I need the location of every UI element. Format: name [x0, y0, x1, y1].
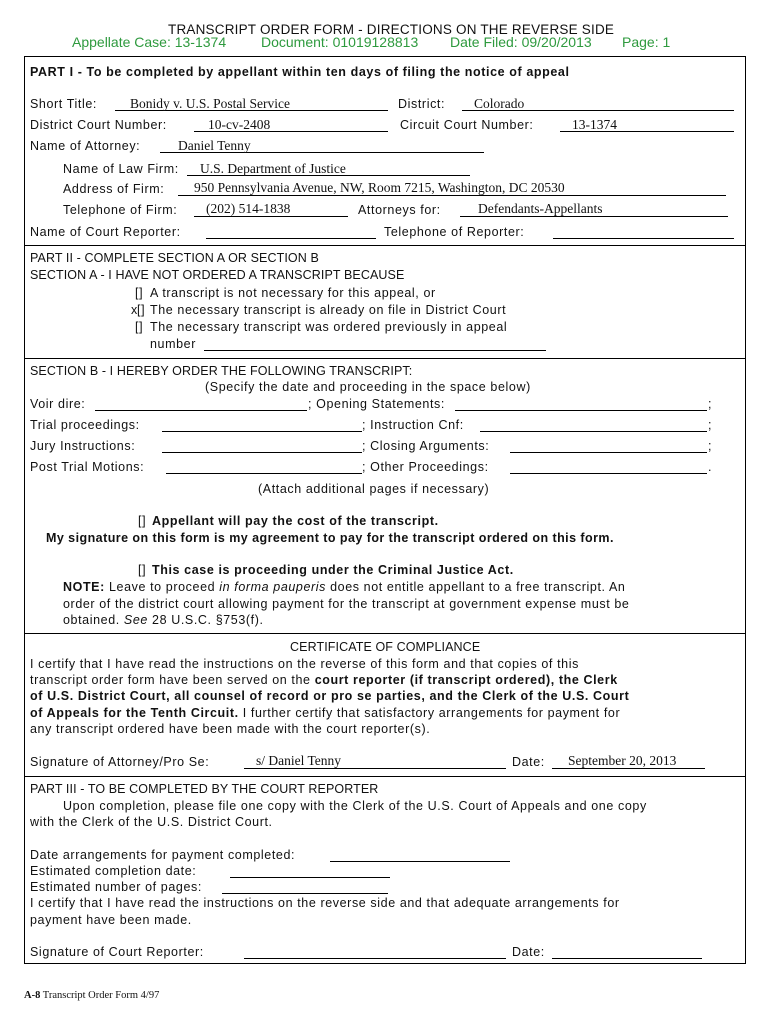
document-number-stamp: Document: 01019128813 — [261, 34, 419, 50]
trial-proceedings-label: Trial proceedings: — [30, 418, 140, 432]
firm-address-label: Address of Firm: — [63, 182, 165, 196]
other-proceedings-label: ; Other Proceedings: — [362, 460, 489, 474]
closing-arguments-line[interactable] — [510, 452, 707, 453]
form-footer — [24, 990, 159, 1001]
certificate-line-1: I certify that I have read the instructions on the reverse of this form and that copies of this — [30, 657, 579, 671]
semicolon-1: ; — [708, 397, 713, 411]
closing-arguments-label: ; Closing Arguments: — [362, 439, 490, 453]
jury-instructions-label: Jury Instructions: — [30, 439, 136, 453]
certificate-line-4a: of Appeals for the Tenth Circuit. — [30, 706, 239, 720]
district-court-number-label: District Court Number: — [30, 118, 167, 132]
note-line-3 — [63, 613, 264, 627]
note-line3-a: obtained. — [63, 613, 124, 627]
voir-dire-line[interactable] — [95, 410, 307, 411]
appeal-number-label: number — [150, 337, 196, 351]
option2-text: The necessary transcript is already on file in District Court — [150, 303, 507, 317]
reporter-certify-line-2: payment have been made. — [30, 913, 192, 927]
attorney-signature-value[interactable]: s/ Daniel Tenny — [256, 753, 342, 768]
part3-heading: PART III - TO BE COMPLETED BY THE COURT REPORTER — [30, 782, 379, 796]
certificate-divider — [24, 776, 746, 777]
voir-dire-label: Voir dire: — [30, 397, 86, 411]
option1-checkbox[interactable]: [] — [135, 286, 144, 300]
appellate-case-stamp: Appellate Case: 13-1374 — [72, 34, 227, 50]
jury-instructions-line[interactable] — [162, 452, 362, 453]
form-name: Transcript Order Form 4/97 — [42, 990, 160, 1001]
form-id: A-8 — [24, 990, 41, 1001]
certificate-date-value[interactable]: September 20, 2013 — [568, 753, 677, 768]
cja-option-text: This case is proceeding under the Criminal Justice Act. — [152, 563, 514, 577]
district-label: District: — [398, 97, 446, 111]
note-line3-b: 28 U.S.C. §753(f). — [147, 613, 264, 627]
circuit-court-number-value[interactable]: 13-1374 — [572, 117, 617, 132]
signature-agreement-text: My signature on this form is my agreement to pay for the transcript ordered on this form. — [46, 531, 614, 545]
date-filed-stamp: Date Filed: 09/20/2013 — [450, 34, 592, 50]
certificate-line-4b: I further certify that satisfactory arrangements for payment for — [238, 706, 621, 720]
note-label: NOTE: — [63, 580, 105, 594]
option3-text: The necessary transcript was ordered previously in appeal — [150, 320, 508, 334]
cja-checkbox[interactable]: [] — [138, 563, 147, 577]
attorney-value[interactable]: Daniel Tenny — [178, 138, 251, 153]
attorneys-for-label: Attorneys for: — [358, 203, 441, 217]
short-title-label: Short Title: — [30, 97, 97, 111]
note-line-1 — [63, 580, 625, 594]
instruction-cnf-label: ; Instruction Cnf: — [362, 418, 464, 432]
pay-checkbox[interactable]: [] — [138, 514, 147, 528]
reporter-date-line[interactable] — [552, 958, 702, 959]
reporter-signature-line[interactable] — [244, 958, 506, 959]
appeal-number-line[interactable] — [204, 350, 546, 351]
completion-date-label: Estimated completion date: — [30, 864, 197, 878]
page-number-stamp: Page: 1 — [622, 34, 671, 50]
specify-note: (Specify the date and proceeding in the space below) — [205, 380, 531, 394]
attorneys-for-value[interactable]: Defendants-Appellants — [478, 201, 603, 216]
semicolon-3: ; — [708, 439, 713, 453]
opening-statements-line[interactable] — [455, 410, 707, 411]
certificate-date-label: Date: — [512, 755, 545, 769]
note-text-a: Leave to proceed — [108, 580, 220, 594]
certificate-line-3: of U.S. District Court, all counsel of record or pro se parties, and the Clerk of the U.S. Court — [30, 689, 630, 703]
instruction-cnf-line[interactable] — [480, 431, 707, 432]
form-title: TRANSCRIPT ORDER FORM - DIRECTIONS ON THE REVERSE SIDE — [168, 22, 615, 37]
court-reporter-label: Name of Court Reporter: — [30, 225, 181, 239]
note-text-b: does not entitle appellant to a free transcript. An — [326, 580, 626, 594]
post-trial-motions-line[interactable] — [166, 473, 362, 474]
attach-note: (Attach additional pages if necessary) — [258, 482, 490, 496]
part1-divider — [24, 245, 746, 246]
firm-address-value[interactable]: 950 Pennsylvania Avenue, NW, Room 7215, Washington, DC 20530 — [194, 180, 565, 195]
attorney-signature-label: Signature of Attorney/Pro Se: — [30, 755, 210, 769]
semicolon-2: ; — [708, 418, 713, 432]
section-b-heading: SECTION B - I HEREBY ORDER THE FOLLOWING TRANSCRIPT: — [30, 364, 413, 378]
option1-text: A transcript is not necessary for this appeal, or — [150, 286, 436, 300]
firm-phone-value[interactable]: (202) 514-1838 — [206, 201, 291, 216]
district-value[interactable]: Colorado — [474, 96, 525, 111]
opening-statements-label: ; Opening Statements: — [308, 397, 445, 411]
short-title-value[interactable]: Bonidy v. U.S. Postal Service — [130, 96, 290, 111]
post-trial-motions-label: Post Trial Motions: — [30, 460, 145, 474]
certificate-line-2b: court reporter (if transcript ordered), the Clerk — [314, 673, 618, 687]
law-firm-label: Name of Law Firm: — [63, 162, 179, 176]
reporter-phone-label: Telephone of Reporter: — [384, 225, 525, 239]
part3-line-2: with the Clerk of the U.S. District Court. — [30, 815, 273, 829]
note-line3-see: See — [123, 613, 148, 627]
certificate-heading: CERTIFICATE OF COMPLIANCE — [290, 640, 481, 654]
certificate-line-5: any transcript ordered have been made with the court reporter(s). — [30, 722, 431, 736]
law-firm-value[interactable]: U.S. Department of Justice — [200, 161, 346, 176]
note-line-2: order of the district court allowing payment for the transcript at government expense must be — [63, 597, 630, 611]
reporter-phone-line[interactable] — [553, 238, 734, 239]
date-arrangements-label: Date arrangements for payment completed: — [30, 848, 296, 862]
part2-heading: PART II - COMPLETE SECTION A OR SECTION B — [30, 251, 319, 265]
section-a-heading: SECTION A - I HAVE NOT ORDERED A TRANSCRIPT BECAUSE — [30, 268, 405, 282]
part1-heading: PART I - To be completed by appellant within ten days of filing the notice of appeal — [30, 65, 570, 79]
attorney-label: Name of Attorney: — [30, 139, 141, 153]
number-of-pages-label: Estimated number of pages: — [30, 880, 202, 894]
circuit-court-number-label: Circuit Court Number: — [400, 118, 534, 132]
reporter-signature-label: Signature of Court Reporter: — [30, 945, 204, 959]
completion-date-line[interactable] — [230, 877, 390, 878]
date-arrangements-line[interactable] — [330, 861, 510, 862]
part3-line-1: Upon completion, please file one copy with the Clerk of the U.S. Court of Appeals and one copy — [63, 799, 647, 813]
section-a-divider — [24, 358, 746, 359]
part2-divider — [24, 633, 746, 634]
trial-proceedings-line[interactable] — [162, 431, 362, 432]
note-text-italic: in forma pauperis — [219, 580, 327, 594]
district-court-number-value[interactable]: 10-cv-2408 — [208, 117, 271, 132]
other-proceedings-line[interactable] — [510, 473, 707, 474]
reporter-date-label: Date: — [512, 945, 545, 959]
firm-phone-label: Telephone of Firm: — [63, 203, 178, 217]
pay-option-text: Appellant will pay the cost of the transcript. — [152, 514, 439, 528]
reporter-certify-line-1: I certify that I have read the instructions on the reverse side and that adequate arrangements for — [30, 896, 620, 910]
certificate-line-2a: transcript order form have been served on the — [30, 673, 315, 687]
court-reporter-line[interactable] — [206, 238, 376, 239]
period-mark: . — [708, 460, 713, 474]
number-of-pages-line[interactable] — [222, 893, 388, 894]
option3-checkbox[interactable]: [] — [135, 320, 144, 334]
option2-checkbox[interactable]: [] — [137, 303, 146, 317]
option2-checkbox-mark[interactable]: x — [131, 303, 138, 317]
